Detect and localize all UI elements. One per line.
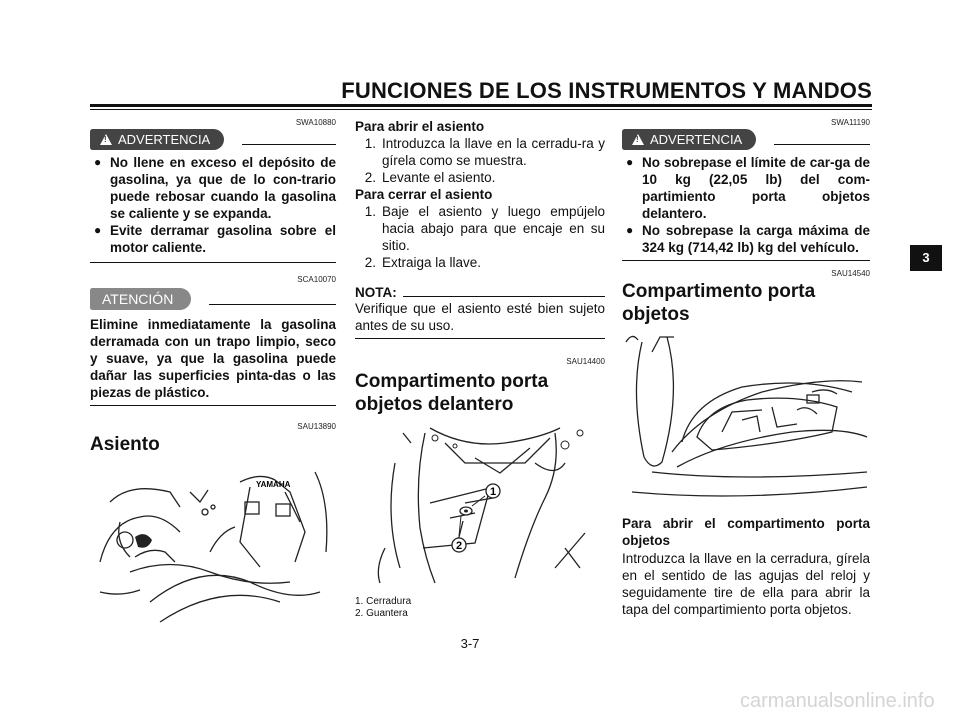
yamaha-logo: YAMAHA (256, 480, 291, 489)
open-seat-heading: Para abrir el asiento (355, 119, 485, 134)
caution-code: SCA10070 (297, 275, 336, 284)
note-label: NOTA: (355, 285, 397, 300)
list-item: ● No sobrepase la carga máxima de 324 kg (714,42 lb) kg del vehículo. (622, 222, 870, 256)
bullet-icon: ● (94, 223, 102, 237)
caution-header (90, 288, 336, 310)
note-header (355, 285, 605, 300)
warning-list (90, 154, 336, 256)
divider (90, 262, 336, 263)
bullet-icon: ● (626, 223, 634, 237)
warning-badge (622, 129, 756, 150)
caption-1: 1. Cerradura (355, 596, 412, 607)
divider (622, 260, 870, 261)
watermark: carmanualsonline.info (740, 690, 935, 712)
caution-text: Elimine inmediatamente la gasolina derramada con un trapo limpio, seco y suave, ya que la gasolina puede dañar las superficies pinta-das o las piezas de plástico. (90, 317, 336, 400)
storage-open-text: Introduzca la llave en la cerradura, gírela en el sentido de las agujas del reloj y seguidamente tire de ella para abrir la tapa del compartimiento porta objetos. (622, 551, 870, 617)
list-item: 1. Introduzca la llave en la cerradu-ra y gírela como se muestra. (364, 136, 605, 168)
note-text: Verifique que el asiento esté bien sujeto antes de su uso. (355, 301, 605, 333)
title-rule-thin (90, 109, 872, 110)
caution-badge: ATENCIÓN (90, 288, 191, 310)
page-number: 3-7 (460, 636, 480, 651)
callout-1: 1 (489, 486, 497, 498)
list-item: 1. Baje el asiento y luego empújelo hacia abajo para que encaje en su sitio. (364, 204, 605, 253)
storage-compartment-illustration (622, 332, 870, 497)
bullet-icon: ● (626, 155, 634, 169)
section-code: SAU14400 (566, 357, 605, 366)
warning-triangle-icon (100, 134, 112, 145)
divider (355, 338, 605, 339)
section-title-front-compartment: Compartimento porta objetos delantero (355, 371, 549, 415)
section-code: SAU13890 (297, 422, 336, 431)
seat-illustration (90, 462, 336, 632)
column-middle (355, 116, 605, 620)
warning-code: SWA11190 (831, 118, 870, 127)
section-code: SAU14540 (831, 269, 870, 278)
section-title-asiento: Asiento (90, 434, 160, 455)
list-item: ● No llene en exceso el depósito de gasolina, ya que de lo con-trario puede rebosar cuando la gasolina se caliente y se expanda. (90, 154, 336, 222)
divider (90, 405, 336, 406)
front-compartment-illustration (355, 418, 605, 588)
warning-header (622, 129, 870, 150)
warning-triangle-icon (632, 134, 644, 145)
storage-open-heading: Para abrir el compartimento porta objetos (622, 516, 870, 548)
column-left (90, 116, 336, 632)
warning-label: ADVERTENCIA (118, 132, 211, 147)
list-item: ● No sobrepase el límite de car-ga de 10 kg (22,05 lb) del com-partimiento porta objetos delantero. (622, 154, 870, 222)
warning-header (90, 129, 336, 150)
callout-2: 2 (455, 540, 463, 552)
close-seat-heading: Para cerrar el asiento (355, 187, 493, 202)
list-item: 2. Extraiga la llave. (364, 255, 482, 270)
warning-badge (90, 129, 224, 150)
warning-code: SWA10880 (295, 118, 336, 127)
title-rule (90, 104, 872, 107)
page-title: FUNCIONES DE LOS INSTRUMENTOS Y MANDOS (341, 78, 872, 103)
chapter-tab: 3 (910, 245, 942, 271)
caption-2: 2. Guantera (355, 608, 408, 619)
list-item: 2. Levante el asiento. (364, 170, 496, 185)
bullet-icon: ● (94, 155, 102, 169)
warning-list (622, 154, 870, 256)
column-right (622, 116, 870, 618)
section-title-storage: Compartimento porta objetos (622, 281, 816, 325)
warning-label: ADVERTENCIA (650, 132, 743, 147)
list-item: ● Evite derramar gasolina sobre el motor caliente. (90, 222, 336, 256)
